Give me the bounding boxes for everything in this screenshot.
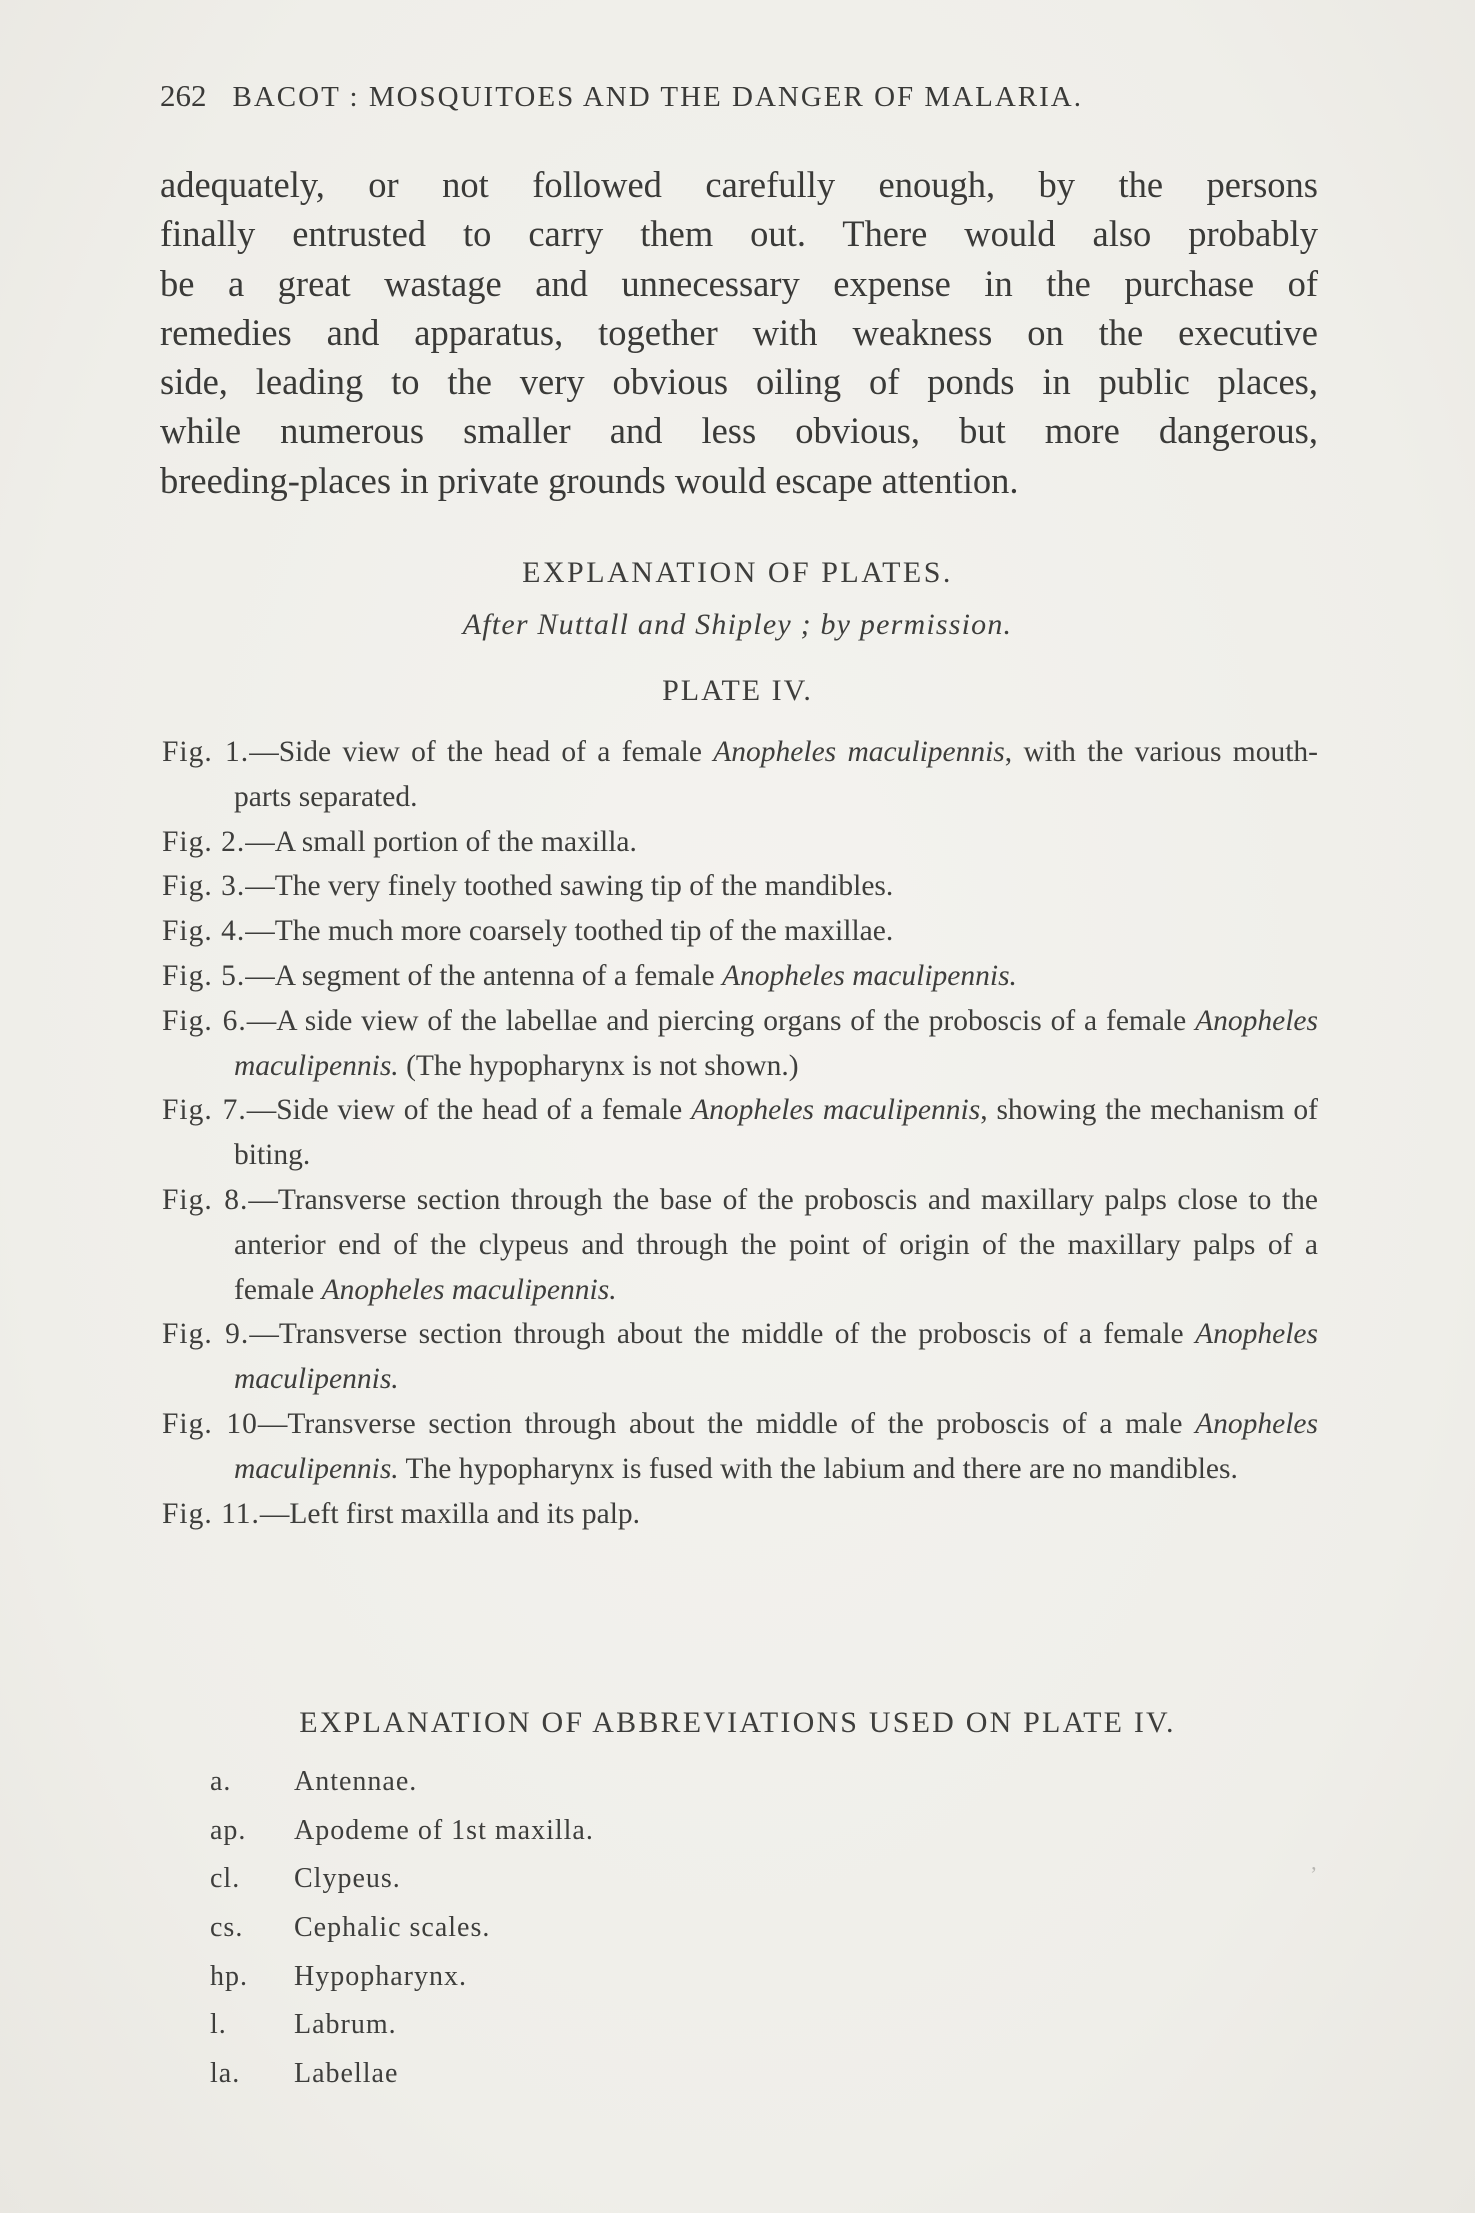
figure-label: Fig. 7. xyxy=(162,1094,247,1127)
figure-caption xyxy=(162,730,1318,820)
caption-text: —A side view of the labellae and piercing organs of the proboscis of a female xyxy=(246,1004,1196,1037)
figure-caption xyxy=(162,1492,1318,1537)
running-title: BACOT : MOSQUITOES AND THE DANGER OF MALARIA. xyxy=(232,81,1083,113)
figure-entry xyxy=(162,1178,1318,1312)
caption-text: The hypopharynx is fused with the labium and there are no mandibles. xyxy=(398,1452,1238,1485)
abbreviation-meaning: Labrum. xyxy=(294,2009,397,2041)
figure-entry xyxy=(162,1312,1318,1402)
caption-text: —Side view of the head of a female xyxy=(249,736,714,768)
figure-caption xyxy=(162,909,1318,954)
figure-entry xyxy=(162,1402,1318,1492)
figure-caption xyxy=(162,820,1318,865)
abbreviation-meaning: Hypopharynx. xyxy=(294,1960,467,1992)
figure-caption xyxy=(162,1088,1318,1178)
species-name: Anopheles maculipennis. xyxy=(234,1318,1318,1396)
figure-entry xyxy=(162,820,1318,865)
page-number: 262 xyxy=(160,78,207,113)
paragraph-line: adequately, or not followed carefully enough, by the persons xyxy=(160,164,1318,205)
figure-entry xyxy=(162,864,1318,909)
caption-text: —Transverse section through the base of the proboscis and maxillary palps close to the anterior end of the clypeus and through the point of origin of the maxillary palps of a female xyxy=(234,1183,1318,1306)
species-name: Anopheles maculipennis. xyxy=(721,959,1017,992)
species-name: Anopheles maculipennis. xyxy=(321,1273,617,1306)
figure-entry xyxy=(162,1088,1318,1178)
paragraph-line: finally entrusted to carry them out. There would also probably xyxy=(160,213,1318,255)
figure-entry xyxy=(162,1492,1318,1537)
caption-text: —A small portion of the maxilla. xyxy=(245,825,637,858)
figure-entry xyxy=(162,954,1318,999)
caption-text: —Transverse section through about the middle of the proboscis of a male xyxy=(257,1407,1196,1440)
caption-text: —A segment of the antenna of a female xyxy=(245,959,722,992)
caption-text: (The hypopharynx is not shown.) xyxy=(398,1049,799,1082)
caption-text: —The very finely toothed sawing tip of the mandibles. xyxy=(245,870,894,903)
paper-blemish: ʼ xyxy=(1310,1862,1318,1887)
species-name: Anopheles maculipennis xyxy=(691,1094,981,1127)
species-name: Anopheles maculipennis. xyxy=(234,1407,1318,1485)
figure-label: Fig. 11. xyxy=(162,1497,260,1530)
species-name: Anopheles maculipennis. xyxy=(234,1004,1319,1082)
abbreviation-meaning: Clypeus. xyxy=(294,1863,401,1895)
figure-label: Fig. 9. xyxy=(162,1318,250,1351)
abbreviation-meaning: Antennae. xyxy=(294,1766,418,1797)
abbreviation-meaning: Apodeme of 1st maxilla. xyxy=(294,1814,594,1846)
figure-label: Fig. 8. xyxy=(162,1183,249,1216)
figure-entry xyxy=(162,909,1318,954)
abbreviation-key: hp. xyxy=(210,1960,248,1992)
abbreviation-key: la. xyxy=(210,2058,241,2090)
caption-text: —Transverse section through about the middle of the proboscis of a female xyxy=(249,1318,1196,1351)
caption-text: , with the various mouth-parts separated. xyxy=(234,736,1318,813)
figure-caption xyxy=(162,864,1318,909)
caption-text: , showing the mechanism of biting. xyxy=(234,1094,1318,1172)
abbreviation-key: cs. xyxy=(210,1912,244,1944)
plate-title: PLATE IV. xyxy=(662,674,813,707)
species-name: Anopheles maculipennis xyxy=(713,736,1005,768)
abbreviation-meaning: Cephalic scales. xyxy=(294,1912,491,1944)
abbreviation-key: l. xyxy=(210,2009,227,2041)
abbreviation-meaning: Labellae xyxy=(294,2058,399,2090)
abbreviation-key: a. xyxy=(210,1766,232,1797)
figure-label: Fig. 6. xyxy=(162,1004,247,1037)
figure-caption xyxy=(162,999,1319,1089)
caption-text: —Left first maxilla and its palp. xyxy=(259,1497,641,1530)
figure-caption xyxy=(162,1312,1318,1402)
figure-label: Fig. 3. xyxy=(162,870,246,903)
intro-paragraph xyxy=(160,160,1318,505)
paragraph-line: remedies and apparatus, together with weakness on the executive xyxy=(160,311,1318,353)
paragraph-line: side, leading to the very obvious oiling of ponds in public places, xyxy=(160,361,1318,403)
abbreviation-key: ap. xyxy=(210,1814,247,1846)
figure-list xyxy=(162,730,1318,1536)
figure-caption xyxy=(162,954,1318,999)
paragraph-line: be a great wastage and unnecessary expense in the purchase of xyxy=(160,262,1318,304)
figure-label: Fig. 2. xyxy=(162,825,246,858)
paragraph-line: breeding-places in private grounds would escape attention. xyxy=(160,459,1019,501)
figure-entry xyxy=(162,730,1318,820)
caption-text: —Side view of the head of a female xyxy=(246,1094,692,1127)
paragraph-line: while numerous smaller and less obvious, but more dangerous, xyxy=(160,410,1318,452)
explanation-title: EXPLANATION OF PLATES. xyxy=(522,556,953,589)
figure-label: Fig. 10 xyxy=(162,1407,258,1440)
attribution: After Nuttall and Shipley ; by permission. xyxy=(462,608,1013,641)
abbreviation-key: cl. xyxy=(210,1863,241,1895)
figure-entry xyxy=(162,999,1318,1089)
figure-label: Fig. 4. xyxy=(162,915,246,948)
figure-label: Fig. 1. xyxy=(162,736,250,768)
figure-caption xyxy=(162,1178,1318,1312)
running-header xyxy=(160,78,1320,114)
abbreviations-title: EXPLANATION OF ABBREVIATIONS USED ON PLATE IV. xyxy=(299,1706,1176,1739)
figure-label: Fig. 5. xyxy=(162,959,246,992)
caption-text: —The much more coarsely toothed tip of the maxillae. xyxy=(245,915,894,948)
figure-caption xyxy=(162,1402,1318,1492)
